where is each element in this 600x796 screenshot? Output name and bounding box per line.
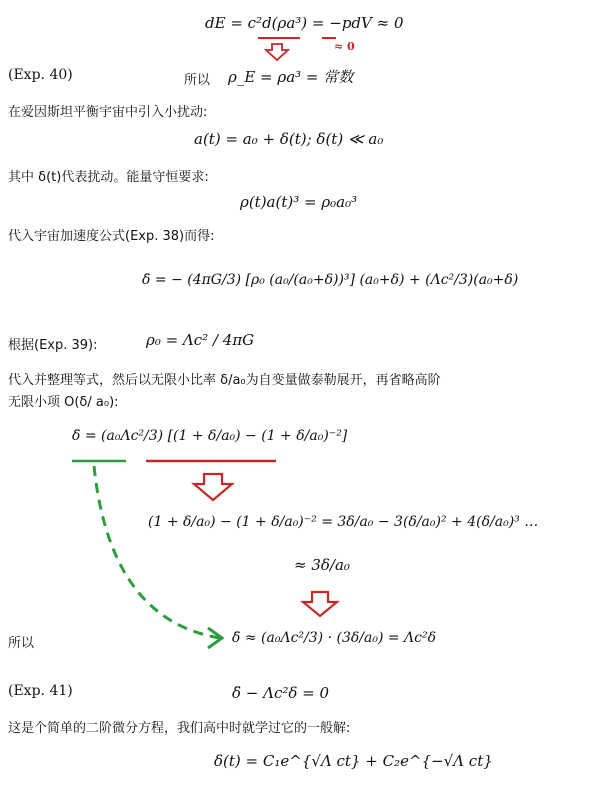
equation-rho0: ρ₀ = Λc² / 4πG xyxy=(146,331,255,349)
delta-description: 其中 δ(t)代表扰动。能量守恒要求: xyxy=(8,170,209,185)
exp40-equation: ρ_E = ρa³ = 常数 xyxy=(228,68,354,86)
red-down-arrow-2 xyxy=(303,592,337,616)
approx-zero-note: ≈ 0 xyxy=(334,40,355,53)
red-down-arrow-small xyxy=(266,44,288,60)
intro-perturbation: 在爱因斯坦平衡宇宙中引入小扰动: xyxy=(8,105,208,120)
exp40-prefix: 所以 xyxy=(184,73,211,88)
equation-main: δ̈ = (a₀Λc²/3) [(1 + δ/a₀) − (1 + δ/a₀)⁻²] xyxy=(72,428,348,444)
exp41-label: (Exp. 41) xyxy=(8,683,73,699)
equation-perturbation: a(t) = a₀ + δ(t); δ(t) ≪ a₀ xyxy=(194,130,384,148)
equation-solution: δ(t) = C₁e^{√Λ ct} + C₂e^{−√Λ ct} xyxy=(214,752,493,770)
red-down-arrow-1 xyxy=(194,474,232,500)
equation-energy-conservation: ρ(t)a(t)³ = ρ₀a₀³ xyxy=(240,193,358,211)
taylor-description-line1: 代入并整理等式，然后以无限小比率 δ/a₀为自变量做泰勒展开，再省略高阶 xyxy=(8,373,441,388)
ode-description: 这是个简单的二阶微分方程，我们高中时就学过它的一般解: xyxy=(8,721,351,736)
according-exp39: 根据(Exp. 39): xyxy=(8,338,98,353)
equation-approximation: ≈ 3δ/a₀ xyxy=(294,556,350,574)
equation-acceleration: δ̈ = − (4πG/3) [ρ₀ (a₀/(a₀+δ))³] (a₀+δ) + (Λc²/3)(a₀+δ) xyxy=(142,272,519,288)
substitute-exp38: 代入宇宙加速度公式(Exp. 38)而得: xyxy=(8,229,215,244)
equation-result: δ̈ ≈ (a₀Λc²/3) · (3δ/a₀) = Λc²δ xyxy=(232,630,437,646)
exp40-label: (Exp. 40) xyxy=(8,67,73,83)
taylor-description-line2: 无限小项 O(δ/ a₀): xyxy=(8,395,119,410)
green-dashed-arrow xyxy=(94,466,220,638)
therefore-label: 所以 xyxy=(8,636,35,651)
equation-energy-zero: dE = c²d(ρa³) = −pdV ≈ 0 xyxy=(205,14,404,32)
equation-expansion: (1 + δ/a₀) − (1 + δ/a₀)⁻² = 3δ/a₀ − 3(δ/a₀)² + 4(δ/a₀)³ … xyxy=(148,514,539,530)
equation-exp41: δ̈ − Λc²δ = 0 xyxy=(232,684,330,702)
